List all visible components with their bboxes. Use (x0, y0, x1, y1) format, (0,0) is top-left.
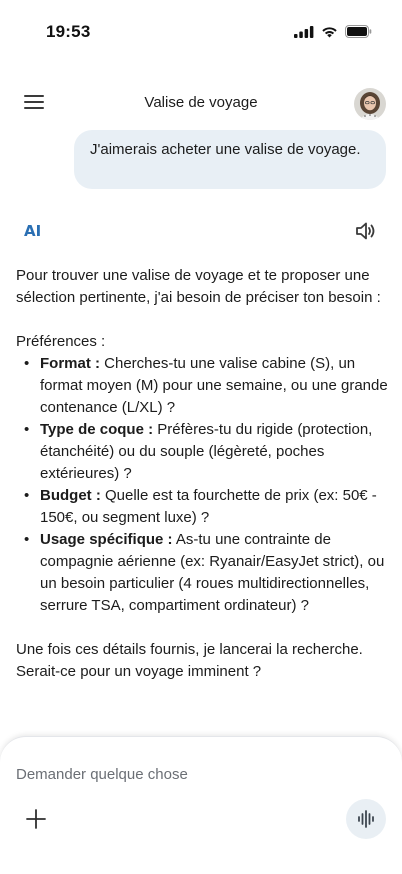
preferences-list (16, 353, 388, 617)
list-item-label: Budget : (40, 487, 101, 504)
ai-logo: AI (24, 222, 42, 240)
status-bar (0, 0, 402, 62)
avatar-image (354, 88, 386, 120)
list-item (16, 419, 388, 485)
response-outro: Une fois ces détails fournis, je lancerai la recherche. Serait-ce pour un voyage imminent ? (16, 641, 363, 680)
add-attachment-button[interactable] (24, 807, 48, 831)
list-item-label: Type de coque : (40, 421, 154, 438)
list-item (16, 529, 388, 617)
user-message-bubble: J'aimerais acheter une valise de voyage. (74, 130, 386, 189)
voice-waveform-icon (356, 809, 376, 829)
avatar[interactable] (354, 88, 386, 120)
response-section-label: Préférences : (16, 333, 106, 350)
status-icons (294, 25, 372, 38)
menu-button[interactable] (24, 94, 48, 114)
list-item (16, 353, 388, 419)
status-time: 19:53 (46, 22, 91, 41)
assistant-response (16, 265, 388, 683)
list-item-text: Cherches-tu une valise cabine (S), un format moyen (M) pour une semaine, ou une grande contenance (L/XL) ? (40, 355, 388, 416)
plus-icon (24, 807, 48, 831)
prompt-input[interactable] (16, 763, 316, 785)
speaker-icon (354, 220, 376, 242)
list-item-text: Préfères-tu du rigide (protection, étanchéité) ou du souple (légèreté, poches extérieures) ? (40, 421, 373, 482)
list-item-label: Usage spécifique : (40, 531, 173, 548)
page-title: Valise de voyage (144, 94, 258, 111)
list-item-label: Format : (40, 355, 100, 372)
composer (0, 736, 402, 874)
list-item (16, 485, 388, 529)
battery-icon (345, 25, 372, 38)
list-item-text: Quelle est ta fourchette de prix (ex: 50€ - 150€, ou segment luxe) ? (40, 487, 377, 526)
menu-icon (24, 94, 44, 110)
list-item-text: As-tu une contrainte de compagnie aérienne (ex: Ryanair/EasyJet strict), ou un besoin particulier (4 roues multidirectionnelles, serrure TSA, compartiment ordinateur) ? (40, 531, 385, 614)
response-intro: Pour trouver une valise de voyage et te proposer une sélection pertinente, j'ai besoin de préciser ton besoin : (16, 267, 381, 306)
cellular-signal-icon (294, 26, 314, 38)
voice-mode-button[interactable] (346, 799, 386, 839)
wifi-icon (321, 26, 338, 38)
assistant-header (0, 218, 402, 244)
top-bar (0, 86, 402, 122)
read-aloud-button[interactable] (354, 220, 376, 242)
